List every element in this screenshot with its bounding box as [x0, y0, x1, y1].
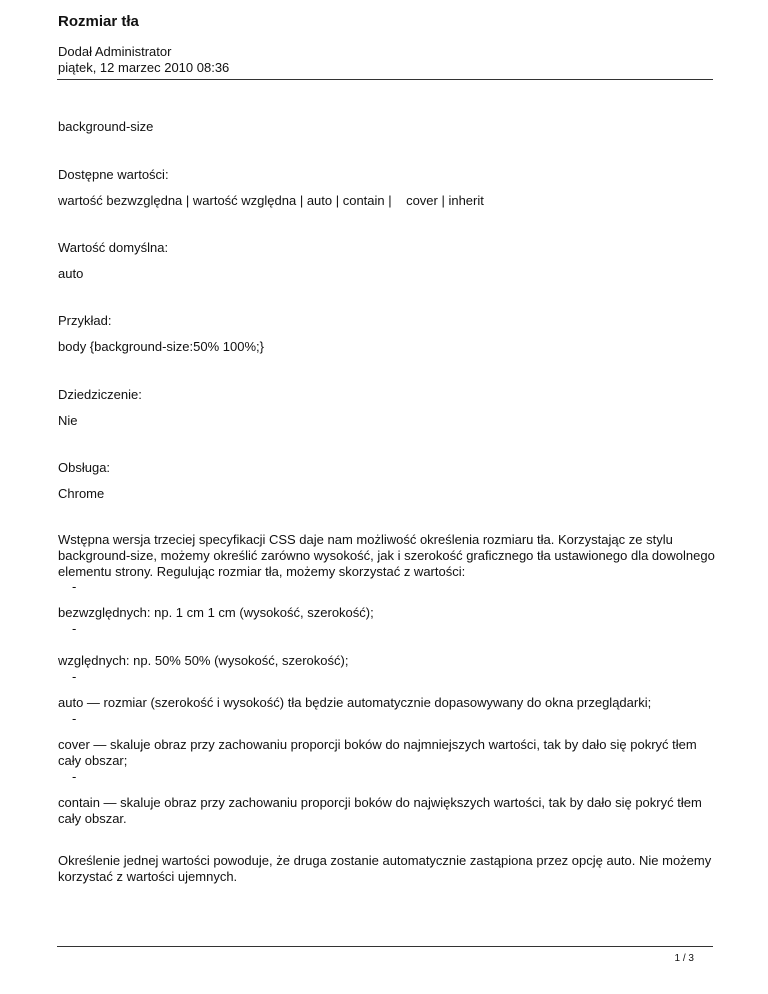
list-item: względnych: np. 50% 50% (wysokość, szerokość);	[58, 653, 349, 668]
article-meta	[58, 44, 229, 76]
page-number: 1 / 3	[674, 953, 694, 964]
example-heading: Przykład:	[58, 313, 112, 328]
default-value: auto	[58, 266, 84, 281]
values-text: wartość bezwzględna | wartość względna | auto | contain | cover | inherit	[58, 193, 484, 208]
support-value: Chrome	[58, 486, 105, 501]
header-divider	[57, 79, 713, 80]
list-dash: -	[72, 621, 77, 636]
default-heading: Wartość domyślna:	[58, 240, 169, 255]
list-item: bezwzględnych: np. 1 cm 1 cm (wysokość, szerokość);	[58, 605, 374, 620]
support-heading: Obsługa:	[58, 460, 111, 475]
list-dash: -	[72, 711, 77, 726]
property-name: background-size	[58, 119, 154, 134]
inheritance-value: Nie	[58, 413, 78, 428]
list-item: cover — skaluje obraz przy zachowaniu proporcji boków do najmniejszych wartości, tak by dało się pokryć tłem cały obszar;	[58, 737, 697, 768]
list-item: auto — rozmiar (szerokość i wysokość) tła będzie automatycznie dopasowywany do okna przeglądarki;	[58, 695, 652, 710]
values-heading: Dostępne wartości:	[58, 167, 169, 182]
author-line: Dodał Administrator	[58, 44, 172, 59]
list-dash: -	[72, 579, 77, 594]
intro-paragraph: Wstępna wersja trzeciej specyfikacji CSS daje nam możliwość określenia rozmiaru tła. Korzystając ze stylu background-size, możemy określić zarówno wysokość, jak i szerokość graficznego tła ustawionego dla dowolnego elementu strony. Regulując rozmiar tła, możemy skorzystać z wartości:	[58, 532, 715, 579]
list-dash: -	[72, 669, 77, 684]
date-line: piątek, 12 marzec 2010 08:36	[58, 60, 230, 75]
footer-divider	[57, 946, 713, 947]
list-item: contain — skaluje obraz przy zachowaniu proporcji boków do największych wartości, tak by dało się pokryć tłem cały obszar.	[58, 795, 702, 826]
closing-paragraph: Określenie jednej wartości powoduje, że druga zostanie automatycznie zastąpiona przez opcję auto. Nie możemy korzystać z wartości ujemnych.	[58, 853, 712, 884]
list-dash: -	[72, 769, 77, 784]
page-title: Rozmiar tła	[58, 13, 139, 30]
example-code: body {background-size:50% 100%;}	[58, 339, 264, 354]
inheritance-heading: Dziedziczenie:	[58, 387, 142, 402]
